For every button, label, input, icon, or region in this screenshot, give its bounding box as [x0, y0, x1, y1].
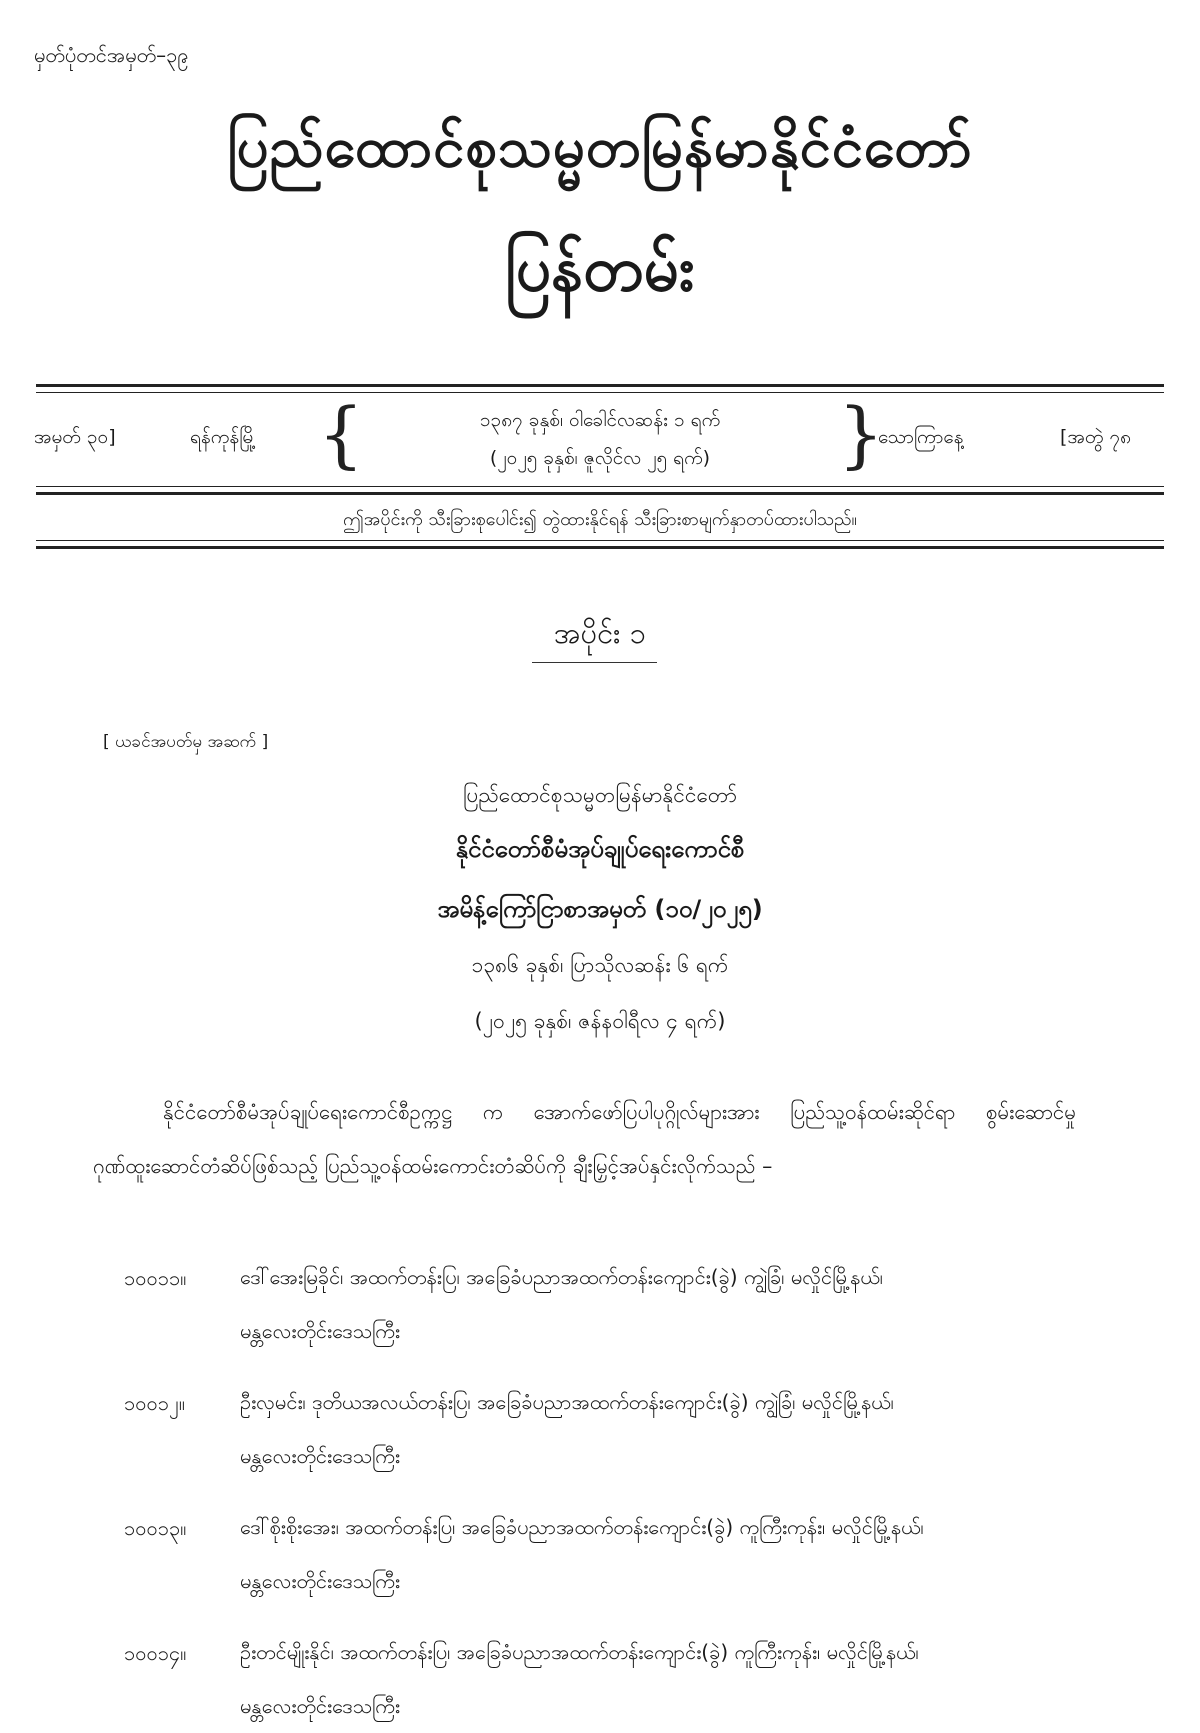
issue-date-gregorian: (၂၀၂၅ ခုနှစ်၊ ဇူလိုင်လ ၂၅ ရက်) [489, 447, 711, 469]
item-number: ၁၀၀၁၂။ [124, 1391, 185, 1415]
left-brace: { [318, 392, 364, 476]
issue-place: ရန်ကုန်မြို့ [190, 426, 257, 448]
item-line-2: မန္တလေးတိုင်းဒေသကြီး [240, 1694, 400, 1718]
notice-bottom-rule-heavy [36, 546, 1164, 549]
order-date-gregorian: (၂၀၂၅ ခုနှစ်၊ ဇန်နဝါရီလ ၄ ရက်) [474, 1009, 726, 1033]
part-heading: အပိုင်း ၁ [553, 616, 647, 650]
order-council: နိုင်ငံတော်စီမံအုပ်ချုပ်ရေးကောင်စီ [455, 835, 745, 863]
gazette-title-state: ပြည်ထောင်စုသမ္မတမြန်မာနိုင်ငံတော် [227, 115, 973, 180]
item-number: ၁၀၀၁၃။ [124, 1516, 187, 1540]
issue-bar-top-rule [36, 384, 1164, 387]
item-number: ၁၀၀၁၄။ [124, 1641, 187, 1665]
item-line-1: ဦးလှမင်း၊ ဒုတိယအလယ်တန်းပြ၊ အခြေခံပညာအထက်တန်းကျောင်း(ခွဲ) ကျွဲခြံ၊ မလှိုင်မြို့နယ်၊ [240, 1390, 894, 1414]
item-line-1: ဦးတင်မျိုးနိုင်၊ အထက်တန်းပြ၊ အခြေခံပညာအထက်တန်းကျောင်း(ခွဲ) ကူကြီးကုန်း၊ မလှိုင်မြို့နယ်၊ [240, 1640, 919, 1664]
item-line-2: မန္တလေးတိုင်းဒေသကြီး [240, 1319, 400, 1343]
order-paragraph: နိုင်ငံတော်စီမံအုပ်ချုပ်ရေးကောင်စီဥက္ကဋ္ဌ က အောက်ဖော်ပြပါပုဂ္ဂိုလ်များအား ပြည်သူ့ဝန်ထမ်းဆိုင်ရာ စွမ်းဆောင်မှုဂုဏ်ထူးဆောင်တံဆိပ်ဖြစ်သည့် ပြည်သူ့ဝန်ထမ်းကောင်းတံဆိပ်ကို ချီးမြှင့်အပ်နှင်းလိုက်သည် – [93, 1100, 1076, 1178]
list-item [240, 1500, 1076, 1608]
issue-bar-mid-rule-heavy [36, 492, 1164, 495]
list-item [240, 1250, 1076, 1358]
issue-bar-top-rule-inner [36, 392, 1164, 393]
registration-number: မှတ်ပုံတင်အမှတ်–၃၉ [34, 43, 189, 67]
separate-pages-notice: ဤအပိုင်းကို သီးခြားစုပေါင်း၍ တွဲထားနိုင်ရန် သီးခြားစာမျက်နှာတပ်ထားပါသည်။ [343, 509, 857, 530]
order-date-myanmar: ၁၃၈၆ ခုနှစ်၊ ပြာသိုလဆန်း ၆ ရက် [471, 953, 729, 977]
item-line-2: မန္တလေးတိုင်းဒေသကြီး [240, 1444, 400, 1468]
issue-volume: [အတွဲ ၇၈ [1060, 426, 1131, 448]
order-number: အမိန့်ကြော်ငြာစာအမှတ် (၁၀/၂၀၂၅) [437, 895, 763, 923]
list-item [240, 1625, 1076, 1733]
item-line-1: ဒေါ်အေးမြခိုင်၊ အထက်တန်းပြ၊ အခြေခံပညာအထက်တန်းကျောင်း(ခွဲ) ကျွဲခြံ၊ မလှိုင်မြို့နယ်၊ [240, 1265, 883, 1289]
gazette-title: ပြန်တမ်း [505, 232, 695, 305]
part-heading-underline [532, 662, 657, 663]
right-brace: } [838, 392, 884, 476]
item-line-1: ဒေါ်စိုးစိုးအေး၊ အထက်တန်းပြ၊ အခြေခံပညာအထက်တန်းကျောင်း(ခွဲ) ကူကြီးကုန်း၊ မလှိုင်မြို့နယ်၊ [240, 1515, 924, 1539]
issue-weekday: သောကြာနေ့ [878, 426, 964, 448]
notice-bottom-rule [36, 540, 1164, 541]
issue-number: အမှတ် ၃၀] [34, 426, 116, 448]
issue-bar-mid-rule [36, 486, 1164, 487]
order-state: ပြည်ထောင်စုသမ္မတမြန်မာနိုင်ငံတော် [462, 783, 737, 807]
continued-note: [ ယခင်အပတ်မှ အဆက် ] [103, 732, 269, 752]
issue-date-myanmar: ၁၃၈၇ ခုနှစ်၊ ဝါခေါင်လဆန်း ၁ ရက် [479, 409, 721, 431]
item-line-2: မန္တလေးတိုင်းဒေသကြီး [240, 1569, 400, 1593]
list-item [240, 1375, 1076, 1483]
item-number: ၁၀၀၁၁။ [124, 1266, 187, 1290]
